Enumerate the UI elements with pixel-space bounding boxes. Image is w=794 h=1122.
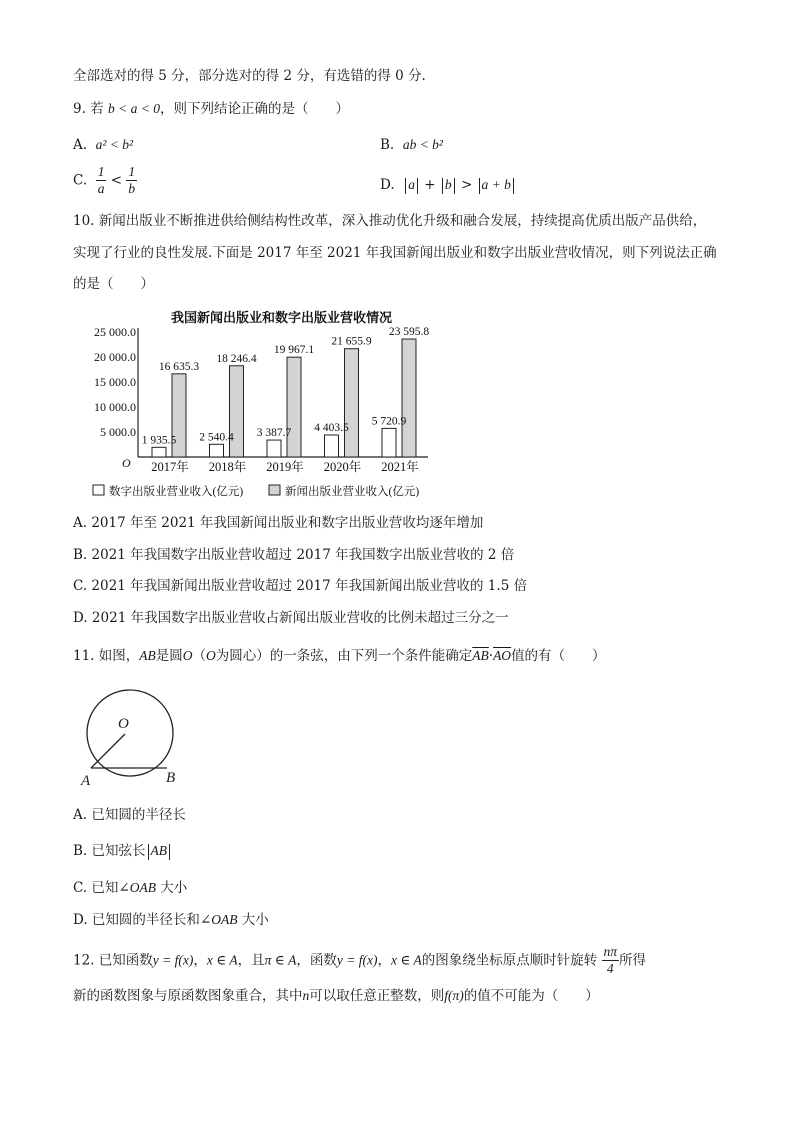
- data-label-digital: 4 403.5: [314, 421, 349, 434]
- data-label-digital: 2 540.4: [199, 431, 234, 444]
- q11-dot: ·: [488, 648, 494, 664]
- q9-option-d: [380, 175, 516, 195]
- q9-d-expr2: b: [444, 177, 452, 192]
- x-tick-label: 2020年: [323, 460, 362, 474]
- q11-stem-b: 是圆: [155, 648, 183, 664]
- q9-c-den1: a: [97, 181, 105, 196]
- q10-option-b: B. 2021 年我国数字出版业营收超过 2017 年我国数字出版业营收的 2 倍: [73, 547, 515, 563]
- q9-c-lt: <: [110, 172, 123, 189]
- q10-option-a: A. 2017 年至 2021 年我国新闻出版业和数字出版业营收均逐年增加: [73, 515, 484, 531]
- q11-b-prefix: B. 已知弦长: [73, 843, 146, 859]
- segment-ao: [91, 734, 125, 768]
- q12-f2: y = f(x): [336, 952, 378, 968]
- q11-c-expr: ∠OAB: [118, 880, 156, 895]
- q9-d-expr1: a: [408, 177, 415, 192]
- q12-s5: ，: [377, 952, 391, 969]
- bar-digital: [382, 428, 396, 457]
- q11-vector-ab: $\overline{AB}$: [472, 648, 489, 663]
- q10-option-c: C. 2021 年我国新闻出版业营收超过 2017 年我国新闻出版业营收的 1.5 倍: [73, 578, 528, 594]
- y-tick-label: 15 000.0: [94, 375, 136, 389]
- bar-news: [287, 357, 301, 457]
- q11-option-a: A. 已知圆的半径长: [73, 807, 186, 823]
- q12-s3: ，且: [237, 952, 265, 969]
- bar-news: [230, 366, 244, 457]
- q12-n: n: [302, 988, 310, 1003]
- q11-option-d: [73, 910, 269, 930]
- q9-option-a: [73, 135, 133, 155]
- q12-x2: x ∈ A: [390, 952, 422, 968]
- q9-c-num2: 1: [128, 164, 136, 179]
- y-tick-label: 20 000.0: [94, 350, 136, 364]
- q9-stem: [73, 99, 349, 119]
- q9-option-d-label: D.: [380, 177, 395, 193]
- q12-x1: x ∈ A: [206, 952, 238, 968]
- q11-option-c: [73, 878, 187, 898]
- q9-option-b: [380, 135, 443, 155]
- x-tick-label: 2018年: [208, 460, 247, 474]
- y-tick-label: 5 000.0: [100, 425, 136, 439]
- q12-line2-a: 新的函数图象与原函数图象重合，其中: [73, 988, 303, 1004]
- q9-stem-prefix: 若: [90, 101, 104, 117]
- data-label-news: 19 967.1: [273, 344, 315, 357]
- q12-s1: 12. 已知函数: [73, 952, 153, 969]
- q9-number: 9.: [73, 101, 86, 117]
- q9-c-den2: b: [128, 181, 136, 196]
- q11-stem-c: （: [192, 648, 207, 664]
- bar-news: [345, 349, 359, 457]
- q9-condition: b < a < 0: [107, 101, 160, 116]
- data-label-digital: 5 720.9: [371, 415, 407, 428]
- q10-line3: 的是（ ）: [73, 276, 154, 292]
- data-label-news: 16 635.3: [158, 360, 200, 373]
- q9-option-c-frac2: [126, 164, 137, 197]
- q12-line2-c: 的值不可能为（ ）: [463, 988, 599, 1004]
- data-label-news: 23 595.8: [388, 326, 430, 339]
- q11-stem-a: 11. 如图，: [73, 648, 140, 664]
- q9-option-a-label: A.: [73, 137, 88, 153]
- y-tick-label: 25 000.0: [94, 325, 136, 339]
- q10-line1: 10. 新闻出版业不断推进供给侧结构性改革，深入推动优化升级和融合发展，持续提高优质出版产品供给，: [73, 213, 707, 229]
- q11-d-suffix: 大小: [237, 912, 269, 928]
- x-tick-label: 2017年: [151, 460, 189, 474]
- label-o: O: [118, 716, 129, 732]
- q12-rotation-frac: [602, 944, 620, 977]
- q9-option-c: [73, 164, 137, 197]
- q11-stem: [73, 646, 606, 666]
- q11-vector-ao: $\overline{AO}$: [493, 648, 512, 663]
- bar-chart: [76, 305, 496, 505]
- legend-label-news: 新闻出版业营业收入(亿元): [285, 486, 420, 498]
- q11-o1: O: [182, 648, 193, 663]
- q9-option-b-expr: ab < b²: [402, 137, 443, 152]
- q12-s6: 的图象绕坐标原点顺时针旋转: [421, 952, 598, 969]
- q11-option-b: [73, 841, 172, 861]
- q9-d-plus: +: [424, 177, 436, 193]
- q10-option-d: D. 2021 年我国数字出版业营收占新闻出版业营收的比例未超过三分之一: [73, 610, 509, 626]
- q11-stem-e: 值的有（ ）: [511, 648, 606, 664]
- q9-d-expr3: a + b: [481, 177, 511, 192]
- q11-o2: O: [206, 648, 216, 663]
- q12-frac-den: 4: [606, 961, 614, 976]
- bar-digital: [210, 444, 224, 457]
- label-b: B: [166, 770, 176, 786]
- bar-digital: [325, 435, 339, 457]
- q12-s2: ，: [193, 952, 207, 969]
- q9-option-c-label: C.: [73, 172, 88, 189]
- q9-option-b-label: B.: [380, 137, 395, 153]
- q11-c-prefix: C. 已知: [73, 880, 119, 896]
- legend-swatch-news: [269, 485, 280, 495]
- bar-digital: [152, 447, 166, 457]
- q12-s7: 所得: [619, 952, 647, 969]
- q10-line2: 实现了行业的良性发展.下面是 2017 年至 2021 年我国新闻出版业和数字出版业营收情况，则下列说法正确: [73, 245, 717, 261]
- y-tick-label: 10 000.0: [94, 400, 136, 414]
- q11-d-prefix: D. 已知圆的半径长和: [73, 912, 200, 928]
- q9-option-a-expr: a² < b²: [95, 137, 134, 152]
- label-a: A: [81, 773, 91, 789]
- legend-swatch-digital: [93, 485, 104, 495]
- data-label-digital: 1 935.5: [141, 434, 177, 447]
- data-label-digital: 3 387.7: [256, 427, 292, 440]
- legend-label-digital: 数字出版业营业收入(亿元): [109, 486, 244, 498]
- q11-b-expr: AB: [150, 843, 168, 858]
- q12-fpi: f(π): [444, 988, 464, 1003]
- x-tick-label: 2019年: [266, 460, 304, 474]
- q9-stem-suffix: ，则下列结论正确的是（ ）: [159, 101, 349, 117]
- q9-d-gt: >: [460, 177, 473, 193]
- q9-c-num1: 1: [97, 164, 105, 179]
- q11-d-expr: ∠OAB: [199, 912, 238, 927]
- q12-line2-b: 可以取任意正整数，则: [309, 988, 445, 1004]
- q12-pi-in: π ∈ A: [264, 952, 297, 968]
- q12-s4: ，函数: [296, 952, 337, 969]
- chart-title: 我国新闻出版业和数字出版业营收情况: [171, 310, 393, 325]
- origin-label: O: [122, 456, 131, 470]
- circle-o: [87, 690, 173, 776]
- bar-digital: [267, 440, 281, 457]
- q12-line1: [73, 944, 646, 977]
- q12-line2: [73, 986, 599, 1006]
- q11-c-suffix: 大小: [156, 880, 188, 896]
- q11-ab: AB: [139, 648, 156, 663]
- q12-f1: y = f(x): [152, 952, 194, 968]
- x-tick-label: 2021年: [381, 460, 419, 474]
- intro-line: 全部选对的得 5 分，部分选对的得 2 分，有选错的得 0 分.: [73, 68, 426, 84]
- data-label-news: 21 655.9: [331, 335, 372, 348]
- bar-news: [402, 339, 416, 457]
- q9-option-c-frac1: [96, 164, 107, 197]
- data-label-news: 18 246.4: [216, 352, 257, 365]
- q12-frac-num: nπ: [603, 944, 618, 959]
- circle-figure: [74, 685, 194, 795]
- q11-stem-d: 为圆心）的一条弦，由下列一个条件能确定: [215, 648, 473, 664]
